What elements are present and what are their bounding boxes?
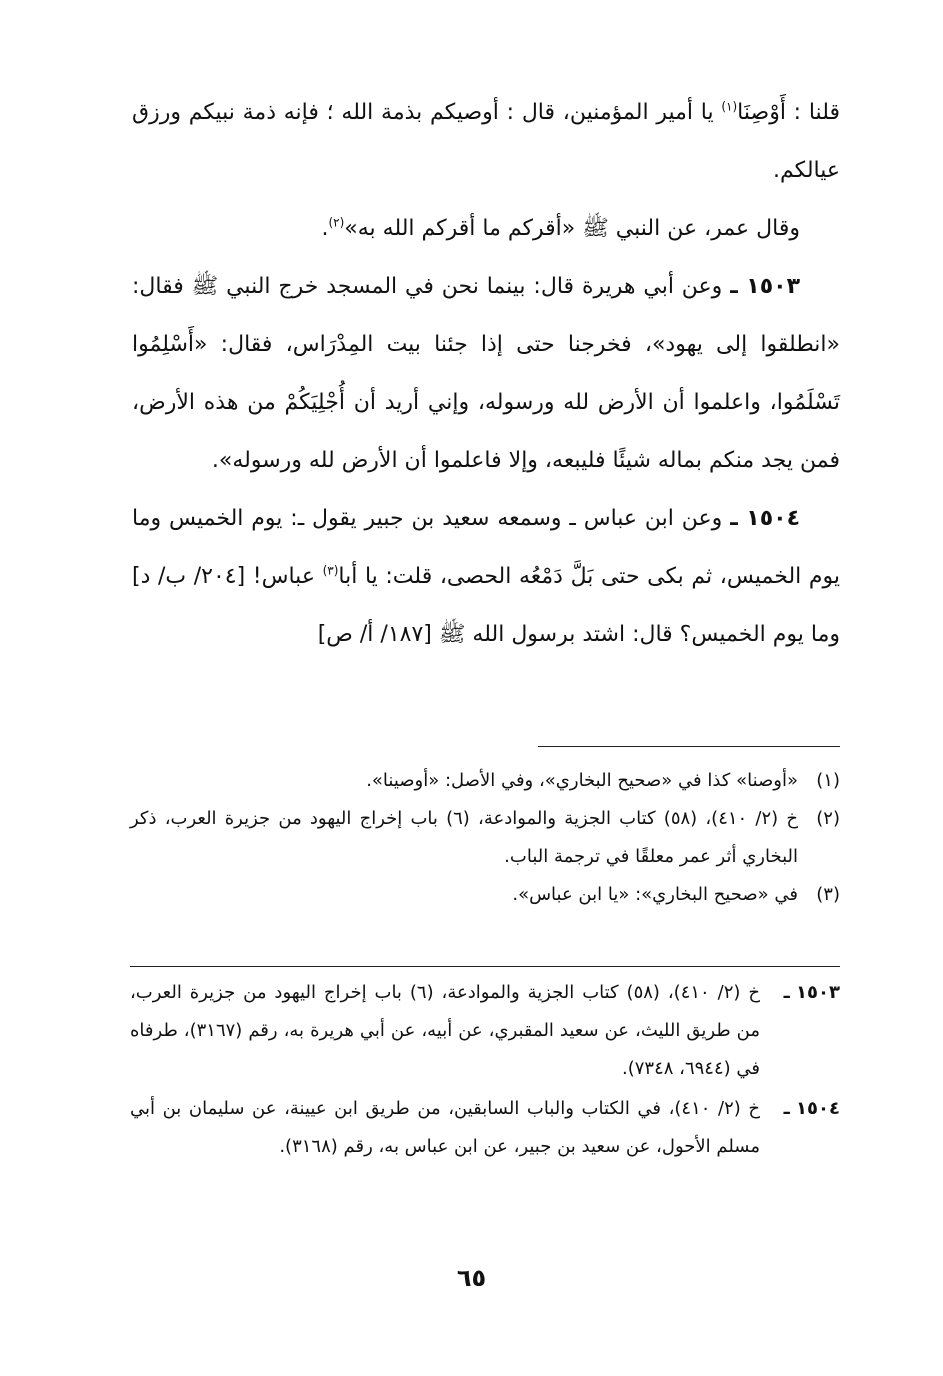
source-number: ١٥٠٣ ـ: [783, 982, 840, 1003]
footnote-marker: (١): [816, 770, 840, 791]
hadith-1503: [132, 258, 840, 490]
footnote-marker: (٣): [816, 884, 840, 905]
footnote-marker: (٢): [816, 808, 840, 829]
paragraph-text: يا أمير المؤمنين، قال : أوصيكم بذمة الله ؛ فإنه ذمة نبيكم ورزق عيالكم.: [132, 100, 840, 183]
source-text: خ (٢/ ٤١٠)، في الكتاب والباب السابقين، من طريق ابن عيينة، عن سليمان بن أبي مسلم الأحول، عن سعيد بن جبير، عن ابن عباس به، رقم (٣١٦٨).: [130, 1098, 760, 1157]
paragraph-opening: [132, 84, 840, 200]
hadith-text: وعن أبي هريرة قال: بينما نحن في المسجد خرج النبي ﷺ فقال: «انطلقوا إلى يهود»، فخرجنا حتى إذا جئنا بيت المِدْرَاس، فقال: «أَسْلِمُوا تَسْلَمُوا، واعلموا أن الأرض لله ورسوله، وإني أريد أن أُجْلِيَكُمْ من هذه الأرض، فمن يجد منكم بماله شيئًا فليبعه، وإلا فاعلموا أن الأرض لله ورسوله».: [132, 274, 840, 473]
source-text: خ (٢/ ٤١٠)، (٥٨) كتاب الجزية والموادعة، (٦) باب إخراج اليهود من جزيرة العرب، من طريق الليث، عن سعيد المقبري، عن أبيه، عن أبي هريرة به، رقم (٣١٦٧)، طرفاه في (٦٩٤٤، ٧٣٤٨).: [130, 982, 761, 1079]
footnote-ref-2: (٢): [328, 215, 345, 230]
page-number: ٦٥: [456, 1264, 487, 1292]
footnote: [130, 800, 840, 876]
paragraph-text: .: [321, 216, 329, 241]
footnote-text: خ (٢/ ٤١٠)، (٥٨) كتاب الجزية والموادعة، (٦) باب إخراج اليهود من جزيرة العرب، ذكر البخاري أثر عمر معلقًا في ترجمة الباب.: [130, 808, 798, 867]
footnote-text: «أوصنا» كذا في «صحيح البخاري»، وفي الأصل: «أوصينا».: [366, 770, 798, 791]
main-text: [132, 84, 840, 664]
footnote-ref-3: (٣): [322, 563, 339, 578]
sources-divider: [130, 966, 840, 967]
footnote-ref-1: (١): [721, 99, 738, 114]
hadith-text: عباس! [٢٠٤/ ب/ د] وما يوم الخميس؟ قال: اشتد برسول الله ﷺ [١٨٧/ أ/ ص]: [132, 564, 840, 647]
paragraph-text: قلنا : أَوْصِنَا: [737, 100, 840, 125]
paragraph-text: وقال عمر، عن النبي ﷺ «أقركم ما أقركم الله به»: [344, 216, 800, 241]
hadith-text: وعن ابن عباس ـ وسمعه سعيد بن جبير يقول ـ: يوم الخميس وما يوم الخميس، ثم بكى حتى بَلَّ دَمْعُه الحصى، قلت: يا أبا: [132, 506, 841, 589]
paragraph-umar: [132, 200, 840, 258]
hadith-1504: [132, 490, 840, 664]
footnotes: [130, 762, 840, 914]
footnote: [130, 762, 840, 800]
hadith-number: ١٥٠٤ ـ: [730, 506, 800, 531]
hadith-number: ١٥٠٣ ـ: [730, 274, 800, 299]
source-references: [130, 974, 840, 1168]
footnote-divider: [538, 746, 840, 747]
footnote: [130, 876, 840, 914]
footnote-text: في «صحيح البخاري»: «يا ابن عباس».: [512, 884, 798, 905]
source-entry: [130, 1090, 840, 1166]
source-number: ١٥٠٤ ـ: [783, 1098, 840, 1119]
source-entry: [130, 974, 840, 1088]
